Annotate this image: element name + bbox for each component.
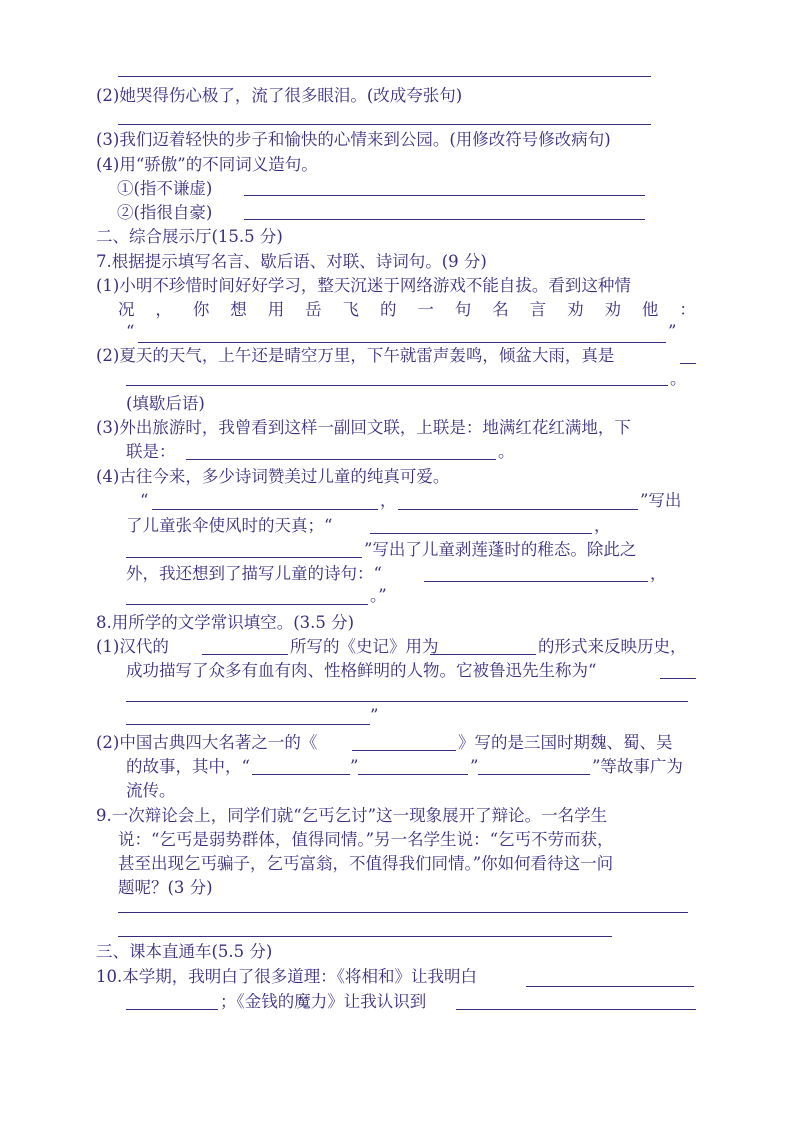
q6-item-4: (4)用“骄傲”的不同词义造句。 xyxy=(96,155,318,174)
q7-p4-comma-2: ， xyxy=(594,516,611,535)
q6-item-4b: ②(指很自豪) xyxy=(117,203,213,222)
answer-line xyxy=(126,385,668,386)
answer-line xyxy=(152,509,378,510)
q7-p4-quote-open: “ xyxy=(140,491,149,510)
q8-p1-a: (1)汉代的 xyxy=(96,637,169,656)
answer-line xyxy=(478,774,590,775)
q10-line1: 10.本学期，我明白了很多道理：《将相和》让我明白 xyxy=(96,967,477,986)
answer-line xyxy=(398,509,638,510)
answer-line xyxy=(126,557,362,558)
answer-line xyxy=(456,1009,696,1010)
q7-p4-line6: 。” xyxy=(370,586,387,605)
section-3-title: 三、课本直通车(5.5 分) xyxy=(96,942,273,961)
answer-line xyxy=(118,936,612,937)
q7-p1-char: 劝 xyxy=(604,300,621,319)
answer-line xyxy=(138,342,666,343)
q7-p4-comma: ， xyxy=(380,491,397,510)
q6-item-2: (2)她哭得伤心极了，流了很多眼泪。(改成夸张句) xyxy=(96,86,463,105)
q9-line4: 题呢？(3 分) xyxy=(118,878,213,897)
q7-p4-line5: 外，我还想到了描写儿童的诗句：“ xyxy=(126,564,382,583)
q7-p1-char: 飞 xyxy=(342,300,360,319)
q7-p1-char: 名 xyxy=(492,300,509,319)
answer-line xyxy=(126,604,368,605)
q7-p1-char: 想 xyxy=(230,300,247,319)
answer-line xyxy=(118,76,651,77)
q8-p2-line2-a: 的故事，其中，“ xyxy=(126,757,250,776)
answer-line xyxy=(202,654,288,655)
answer-line xyxy=(370,533,592,534)
answer-line xyxy=(424,581,648,582)
answer-line xyxy=(252,774,350,775)
q8-p1-end: ” xyxy=(370,706,379,725)
q7-p4-line1: (4)古往今来，多少诗词赞美过儿童的纯真可爱。 xyxy=(96,467,450,486)
answer-line xyxy=(118,912,688,913)
answer-line xyxy=(526,986,694,987)
q7-p1-char: 言 xyxy=(529,300,547,319)
answer-line xyxy=(186,459,496,460)
q7-p1-char: 劝 xyxy=(567,300,584,319)
q7-p4-line4: ”写出了儿童剥莲蓬时的稚态。除此之 xyxy=(364,540,637,559)
answer-line xyxy=(126,1009,218,1010)
answer-line xyxy=(430,654,536,655)
answer-line xyxy=(118,124,651,125)
answer-line xyxy=(244,219,645,220)
q7-p2-end: 。 xyxy=(670,369,687,388)
answer-line xyxy=(680,363,696,364)
answer-line xyxy=(244,195,645,196)
q7-p1-char: 你 xyxy=(192,300,210,319)
q7-p1-char: 的 xyxy=(379,300,397,319)
q7-p1-char: 他 xyxy=(641,300,659,319)
q8-p1-line2: 成功描写了众多有血有肉、性格鲜明的人物。它被鲁迅先生称为“ xyxy=(126,661,597,680)
q7-p3-line1: (3)外出旅游时，我曾看到这样一副回文联，上联是：地满红花红满地，下 xyxy=(96,418,631,437)
q9-line2: 说：“乞丐是弱势群体，值得同情。”另一名学生说：“乞丐不劳而获， xyxy=(118,830,614,849)
section-2-title: 二、综合展示厅(15.5 分) xyxy=(96,227,283,246)
q8-p2-a: (2)中国古典四大名著之一的《 xyxy=(96,733,318,752)
q8-p1-c: 的形式来反映历史， xyxy=(538,637,687,656)
q8-p2-line3: 流传。 xyxy=(126,781,176,800)
q7-title: 7.根据提示填写名言、歇后语、对联、诗词句。(9 分) xyxy=(96,252,487,271)
answer-line xyxy=(352,750,456,751)
q7-p1-quote-open: “ xyxy=(126,322,135,341)
q7-p1-char: 岳 xyxy=(305,300,322,319)
answer-line xyxy=(126,701,688,702)
q6-item-4a: ①(指不谦虚) xyxy=(117,179,213,198)
q9-line3: 甚至出现乞丐骗子，乞丐富翁，不值得我们同情。”你如何看待这一问 xyxy=(118,854,614,873)
q7-p4-line3: 了儿童张伞使风时的天真；“ xyxy=(126,516,333,535)
q7-p2-note: (填歇后语) xyxy=(126,394,205,413)
q7-p1-char: 用 xyxy=(267,300,285,319)
q7-p3-end: 。 xyxy=(498,442,515,461)
q7-p1-line2 xyxy=(118,300,696,320)
q8-p2-line2-c: ” xyxy=(470,757,479,776)
q7-p1-char: ， xyxy=(155,300,172,319)
answer-line xyxy=(358,774,468,775)
q7-p1-char: 一 xyxy=(417,300,434,319)
answer-line xyxy=(126,724,370,725)
q8-p2-b: 》写的是三国时期魏、蜀、吴 xyxy=(458,733,673,752)
q7-p4-comma-3: ， xyxy=(650,564,667,583)
q8-title: 8.用所学的文学常识填空。(3.5 分) xyxy=(96,613,355,632)
q6-item-3: (3)我们迈着轻快的步子和愉快的心情来到公园。(用修改符号修改病句) xyxy=(96,130,611,149)
q7-p1-quote-close: ” xyxy=(668,322,677,341)
q8-p2-line2-d: ”等故事广为 xyxy=(592,757,683,776)
q9-line1: 9.一次辩论会上，同学们就“乞丐乞讨”这一现象展开了辩论。一名学生 xyxy=(96,806,608,825)
q8-p2-line2-b: ” xyxy=(350,757,359,776)
q7-p1-char: ： xyxy=(679,300,696,319)
answer-line xyxy=(660,678,696,679)
q7-p1-char: 句 xyxy=(454,300,472,319)
q7-p1-line1: (1)小明不珍惜时间好好学习，整天沉迷于网络游戏不能自拔。看到这种情 xyxy=(96,276,631,295)
q7-p1-char: 况 xyxy=(118,300,135,319)
q7-p2-line1: (2)夏天的天气，上午还是晴空万里，下午就雷声轰鸣，倾盆大雨，真是 xyxy=(96,346,615,365)
q7-p3-line2: 联是： xyxy=(126,442,176,461)
q7-p4-wrote: ”写出 xyxy=(640,491,682,510)
q8-p1-b: 所写的《史记》用为 xyxy=(290,637,439,656)
q10-line2: ；《金钱的魔力》让我认识到 xyxy=(220,992,427,1011)
